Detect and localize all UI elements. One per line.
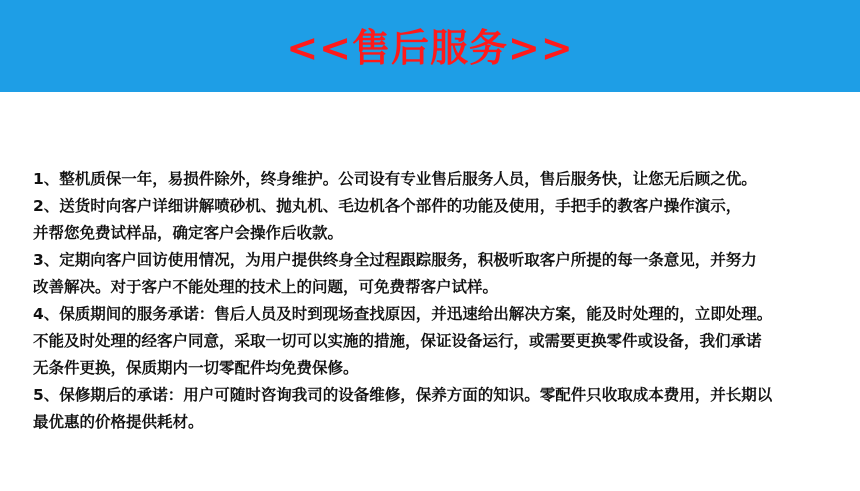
text-line: 不能及时处理的经客户同意，采取一切可以实施的措施，保证设备运行，或需要更换零件或设备，我们承诺 [33, 332, 762, 350]
text-line: 无条件更换，保质期内一切零配件均免费保修。 [33, 359, 359, 377]
text-line: 5、保修期后的承诺：用户可随时咨询我司的设备维修，保养方面的知识。零配件只收取成本费用，并长期以 [33, 386, 773, 404]
text-line: 改善解决。对于客户不能处理的技术上的问题，可免费帮客户试样。 [33, 278, 499, 296]
text-line: 1、整机质保一年，易损件除外，终身维护。公司设有专业售后服务人员，售后服务快，让您无后顾之优。 [33, 170, 757, 188]
service-terms-text [33, 166, 845, 436]
text-line: 并帮您免费试样品，确定客户会操作后收款。 [33, 224, 344, 242]
text-line: 4、保质期间的服务承诺：售后人员及时到现场查找原因，并迅速给出解决方案，能及时处理的，立即处理。 [33, 305, 773, 323]
page-title: <<售后服务>> [286, 26, 574, 70]
text-line: 3、定期向客户回访使用情况，为用户提供终身全过程跟踪服务，积极听取客户所提的每一条意见，并努力 [33, 251, 757, 269]
text-line: 最优惠的价格提供耗材。 [33, 413, 204, 431]
text-line: 2、送货时向客户详细讲解喷砂机、抛丸机、毛边机各个部件的功能及使用，手把手的教客户操作演示， [33, 197, 742, 215]
header-banner [0, 0, 860, 92]
